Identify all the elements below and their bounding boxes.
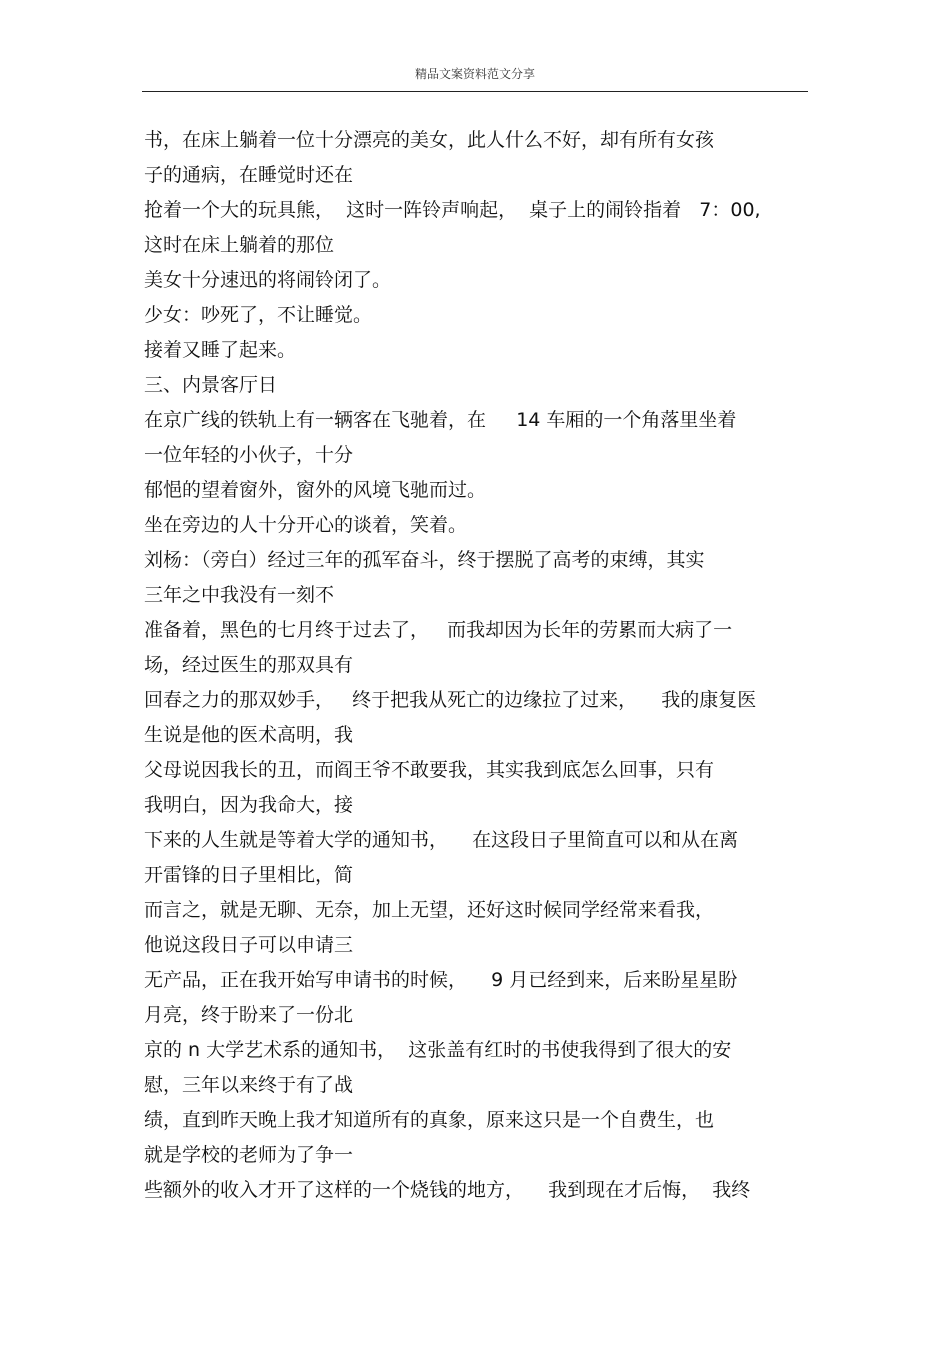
text-line: 而言之，就是无聊、无奈，加上无望，还好这时候同学经常来看我，: [144, 899, 715, 921]
text-line: 绩，直到昨天晚上我才知道所有的真象，原来这只是一个自费生，也: [144, 1109, 715, 1131]
text-line: 三年之中我没有一刻不: [144, 584, 335, 606]
text-line: 刘杨：（旁白）经过三年的孤军奋斗，终于摆脱了高考的束缚，其实: [144, 549, 705, 571]
text-line: 子的通病，在睡觉时还在: [144, 164, 354, 186]
text-line: 美女十分速迅的将闹铃闭了。: [144, 269, 392, 291]
text-line: 在京广线的铁轨上有一辆客在飞驰着，在 14 车厢的一个角落里坐着: [144, 409, 737, 431]
text-line: 我明白，因为我命大，接: [144, 794, 354, 816]
text-line: 父母说因我长的丑，而阎王爷不敢要我，其实我到底怎么回事，只有: [144, 759, 715, 781]
text-line: 书，在床上躺着一位十分漂亮的美女，此人什么不好，却有所有女孩: [144, 129, 715, 151]
text-line: 京的 n 大学艺术系的通知书， 这张盖有红时的书使我得到了很大的安: [144, 1039, 732, 1061]
text-line: 少女：吵死了，不让睡觉。: [144, 304, 373, 326]
text-line: 月亮，终于盼来了一份北: [144, 1004, 354, 1026]
text-line: 这时在床上躺着的那位: [144, 234, 335, 256]
section-heading: 三、内景客厅日: [144, 374, 278, 396]
text-line: 下来的人生就是等着大学的通知书， 在这段日子里简直可以和从在离: [144, 829, 739, 851]
text-line: 慰，三年以来终于有了战: [144, 1074, 354, 1096]
text-line: 接着又睡了起来。: [144, 339, 297, 361]
text-line: 郁悒的望着窗外，窗外的风境飞驰而过。: [144, 479, 487, 501]
text-line: 准备着，黑色的七月终于过去了， 而我却因为长年的劳累而大病了一: [144, 619, 733, 641]
text-line: 开雷锋的日子里相比，简: [144, 864, 354, 886]
header-divider: [142, 91, 808, 92]
text-line: 场，经过医生的那双具有: [144, 654, 354, 676]
text-line: 生说是他的医术高明，我: [144, 724, 354, 746]
document-body: [144, 123, 810, 1208]
text-line: 回春之力的那双妙手， 终于把我从死亡的边缘拉了过来， 我的康复医: [144, 689, 757, 711]
text-line: 坐在旁边的人十分开心的谈着，笑着。: [144, 514, 468, 536]
text-line: 就是学校的老师为了争一: [144, 1144, 354, 1166]
text-line: 抢着一个大的玩具熊， 这时一阵铃声响起， 桌子上的闹铃指着 7：00,: [144, 199, 761, 221]
text-line: 无产品，正在我开始写申请书的时候， 9 月已经到来，后来盼星星盼: [144, 969, 738, 991]
text-line: 一位年轻的小伙子，十分: [144, 444, 354, 466]
page-header: 精品文案资料范文分享: [414, 67, 535, 81]
text-line: 些额外的收入才开了这样的一个烧钱的地方， 我到现在才后悔， 我终: [144, 1179, 751, 1201]
text-line: 他说这段日子可以申请三: [144, 934, 354, 956]
